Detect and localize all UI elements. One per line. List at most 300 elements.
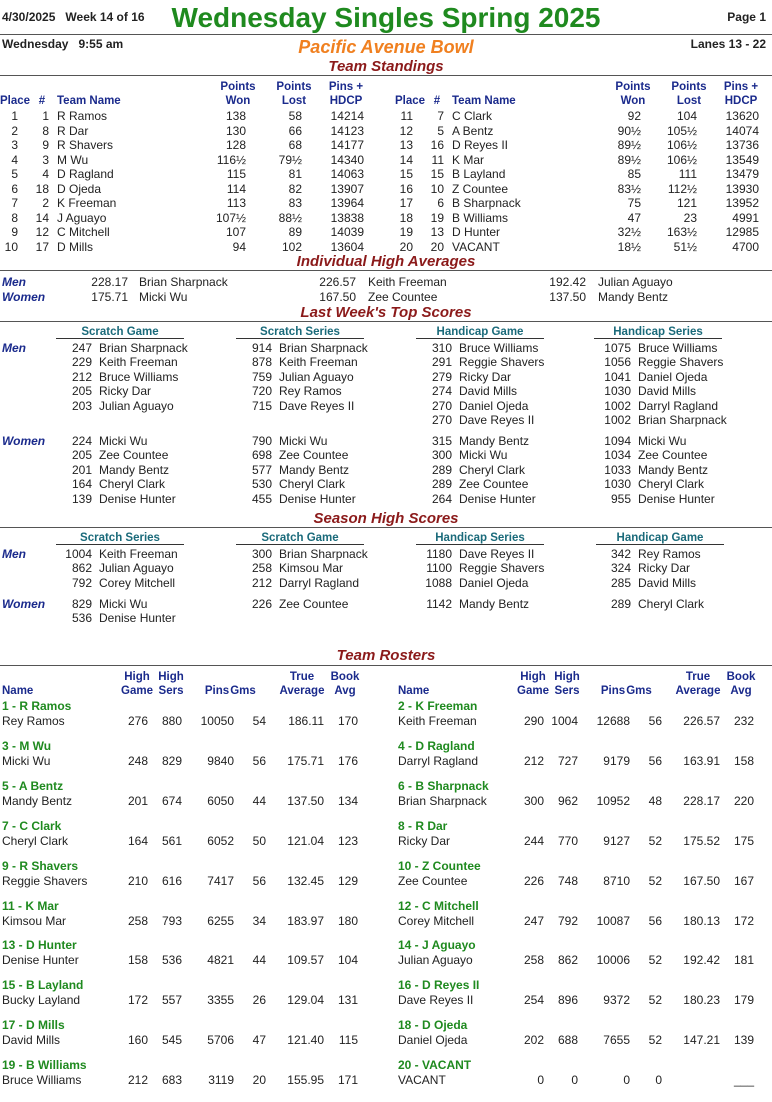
header-true-average-1: True	[289, 671, 315, 683]
score-value: 530	[251, 477, 272, 492]
player-name: Bruce Williams	[2, 1073, 82, 1088]
bowler-name: Denise Hunter	[99, 491, 176, 506]
average-value: 137.50	[549, 290, 586, 304]
team-name: Z Countee	[452, 181, 509, 196]
score-value: 1094	[604, 434, 631, 448]
team-name: C Mitchell	[57, 225, 110, 239]
player-name: Mandy Bentz	[2, 793, 73, 808]
page-number: Page 1	[727, 10, 766, 24]
book-average: 139	[733, 1033, 754, 1048]
player-name: David Mills	[2, 1033, 61, 1048]
bowler-name: Ricky Dar	[638, 561, 691, 576]
games: 56	[648, 714, 662, 728]
pins-hdcp: 13620	[725, 109, 759, 123]
score-value: 1002	[604, 398, 631, 413]
team-number: 7	[437, 109, 444, 123]
averages-title: Individual High Averages	[296, 253, 476, 270]
score-value: 310	[431, 341, 452, 355]
score-value: 279	[431, 369, 452, 384]
averages-divider	[0, 270, 772, 271]
roster-player-row	[396, 794, 766, 808]
total-pins: 8710	[603, 873, 630, 888]
pins-hdcp: 12985	[725, 225, 759, 239]
player-name: Rey Ramos	[2, 714, 65, 728]
roster-player-row	[396, 953, 766, 967]
place: 8	[11, 210, 18, 225]
total-pins: 7655	[603, 1033, 630, 1048]
score-value: 715	[251, 398, 272, 413]
score-value: 212	[71, 369, 92, 384]
team-number: 15	[430, 167, 444, 181]
header-points-won-1: Points	[220, 81, 256, 93]
player-name: VACANT	[398, 1073, 446, 1088]
team-number: 19	[430, 210, 444, 225]
team-name: VACANT	[452, 239, 500, 254]
games: 26	[252, 993, 266, 1008]
score-value: 289	[431, 477, 452, 492]
pins-hdcp: 14123	[330, 123, 364, 138]
pins-hdcp: 13604	[330, 239, 364, 254]
bowler-name: Brian Sharpnack	[638, 413, 727, 427]
standings-row	[395, 196, 770, 210]
last-week-women-label: Women	[2, 434, 46, 448]
book-average: ___	[733, 1073, 754, 1088]
book-average: 115	[338, 1033, 358, 1048]
score-value: 289	[431, 462, 452, 477]
games: 52	[648, 1033, 662, 1048]
high-series: 683	[161, 1073, 182, 1088]
player-name: Reggie Shavers	[2, 873, 88, 888]
team-name: M Wu	[57, 152, 89, 167]
points-won: 115	[226, 167, 246, 181]
bowler-name: Mandy Bentz	[279, 462, 350, 477]
season-men-label: Men	[2, 547, 26, 561]
score-value: 203	[71, 398, 92, 413]
points-won: 47	[627, 210, 641, 225]
points-lost: 111	[678, 167, 697, 181]
score-value: 315	[431, 434, 452, 448]
report-week: Week 14 of 16	[65, 10, 145, 24]
score-value: 270	[431, 413, 452, 427]
roster-team-name: 6 - B Sharpnack	[398, 778, 489, 793]
total-pins: 6052	[207, 833, 234, 848]
bowler-name: Cheryl Clark	[459, 462, 526, 477]
bowler-name: Cheryl Clark	[99, 477, 166, 492]
bowler-name: Denise Hunter	[638, 491, 715, 506]
team-number: 18	[35, 181, 49, 196]
points-lost: 58	[288, 109, 302, 123]
standings-row	[0, 240, 375, 254]
book-average: 129	[337, 873, 358, 888]
true-average: 175.52	[683, 833, 720, 848]
score-value: 270	[431, 398, 452, 413]
points-won: 116½	[216, 152, 246, 167]
true-average: 175.71	[287, 753, 324, 768]
points-won: 94	[232, 239, 246, 254]
team-name: K Freeman	[57, 196, 117, 210]
bowler-name: David Mills	[459, 384, 518, 399]
games: 52	[648, 873, 662, 888]
player-name: Corey Mitchell	[398, 913, 475, 928]
header-name: Name	[2, 685, 34, 697]
high-game: 172	[127, 993, 148, 1008]
points-lost: 89	[288, 225, 302, 239]
score-value: 790	[251, 434, 272, 448]
bowler-name: Mandy Bentz	[459, 434, 530, 448]
high-game: 248	[127, 753, 148, 768]
rosters-title: Team Rosters	[336, 647, 436, 664]
pins-hdcp: 14214	[330, 109, 364, 123]
true-average: 121.04	[287, 833, 324, 848]
roster-team-name: 13 - D Hunter	[2, 938, 77, 953]
roster-team-name: 18 - D Ojeda	[398, 1018, 468, 1033]
true-average: 163.91	[683, 753, 720, 768]
true-average: 180.13	[683, 913, 720, 928]
player-name: Zee Countee	[398, 873, 468, 888]
games: 20	[252, 1073, 266, 1088]
roster-player-row	[396, 1033, 766, 1047]
score-value: 342	[610, 547, 631, 561]
games: 54	[252, 714, 266, 728]
bowler-name: Julian Aguayo	[279, 369, 354, 384]
pins-hdcp: 14340	[330, 152, 364, 167]
roster-player-row	[396, 874, 766, 888]
bowler-name: Cheryl Clark	[638, 597, 705, 611]
bowler-name: Zee Countee	[459, 477, 529, 492]
score-value: 324	[610, 561, 631, 576]
pins-hdcp: 13907	[330, 181, 364, 196]
header-number: #	[38, 95, 46, 107]
bowler-name: Micki Wu	[279, 434, 328, 448]
roster-team-name: 4 - D Ragland	[398, 738, 475, 753]
player-name: Denise Hunter	[2, 953, 79, 968]
season-women-label: Women	[2, 597, 46, 611]
player-name: Cheryl Clark	[2, 833, 69, 848]
header-number: #	[433, 95, 441, 107]
bowler-name: Rey Ramos	[638, 547, 701, 561]
score-category-header: Scratch Series	[236, 326, 364, 339]
points-won: 89½	[617, 138, 641, 152]
total-pins: 9372	[603, 993, 630, 1008]
bowler-name: Zee Countee	[638, 448, 708, 463]
rosters-divider	[0, 665, 772, 666]
team-name: D Ragland	[57, 167, 114, 181]
points-won: 89½	[617, 152, 641, 167]
header-team-name: Team Name	[57, 95, 121, 107]
bowler-name: Reggie Shavers	[638, 355, 724, 370]
header-points-lost-2: Lost	[281, 95, 307, 107]
bowler-name: Ricky Dar	[99, 384, 152, 399]
book-average: 158	[733, 753, 754, 768]
score-value: 258	[251, 561, 272, 576]
standings-row	[0, 109, 375, 123]
games: 47	[252, 1033, 266, 1048]
pins-hdcp: 14074	[725, 123, 759, 138]
high-series: 862	[557, 953, 578, 968]
player-name: Dave Reyes II	[398, 993, 474, 1008]
pins-hdcp: 13736	[725, 138, 759, 152]
book-average: 123	[337, 833, 358, 848]
place: 13	[399, 138, 413, 152]
lanes: Lanes 13 - 22	[690, 37, 766, 51]
bowler-name: Daniel Ojeda	[459, 575, 529, 590]
place: 17	[399, 196, 413, 210]
place: 14	[399, 152, 413, 167]
roster-team-name: 3 - M Wu	[2, 738, 52, 753]
standings-row	[395, 225, 770, 239]
points-lost: 121	[676, 196, 697, 210]
high-game: 254	[523, 993, 544, 1008]
standings-row	[0, 153, 375, 167]
points-lost: 105½	[666, 123, 697, 138]
standings-row	[395, 167, 770, 181]
pins-hdcp: 13479	[725, 167, 759, 181]
bowler-name: Bruce Williams	[99, 369, 179, 384]
place: 15	[399, 167, 413, 181]
high-game: 158	[127, 953, 148, 968]
true-average: 180.23	[683, 993, 720, 1008]
header-high-game-2: Game	[121, 685, 153, 697]
place: 4	[11, 152, 18, 167]
true-average: 186.11	[288, 714, 324, 728]
team-name: D Ojeda	[57, 181, 102, 196]
score-value: 205	[71, 384, 92, 399]
roster-team-name: 1 - R Ramos	[2, 699, 72, 713]
games: 50	[252, 833, 266, 848]
score-value: 164	[71, 477, 92, 492]
header-place: Place	[0, 95, 31, 107]
score-value: 1030	[604, 477, 631, 492]
score-value: 862	[71, 561, 92, 576]
high-series: 688	[557, 1033, 578, 1048]
team-number: 9	[42, 138, 49, 152]
score-value: 536	[71, 611, 92, 626]
total-pins: 9179	[603, 753, 630, 768]
score-value: 264	[431, 491, 452, 506]
games: 56	[252, 753, 266, 768]
header-points-lost-1: Points	[671, 81, 707, 93]
average-value: 228.17	[91, 275, 128, 289]
team-name: R Dar	[57, 123, 89, 138]
bowler-name: Bruce Williams	[459, 341, 539, 355]
points-lost: 66	[288, 123, 302, 138]
pins-hdcp: 13930	[725, 181, 759, 196]
book-average: 131	[337, 993, 358, 1008]
true-average: 121.40	[287, 1033, 324, 1048]
points-won: 75	[627, 196, 641, 210]
standings-row	[395, 109, 770, 123]
score-value: 1033	[604, 462, 631, 477]
score-value: 829	[71, 597, 92, 611]
score-value: 792	[71, 575, 92, 590]
games: 34	[252, 913, 266, 928]
pins-hdcp: 13952	[725, 196, 759, 210]
header-points-lost-1: Points	[276, 81, 312, 93]
total-pins: 5706	[207, 1033, 234, 1048]
high-game: 258	[127, 913, 148, 928]
place: 5	[11, 167, 18, 181]
header-high-sers-2: Sers	[554, 685, 580, 697]
roster-player-row	[396, 834, 766, 848]
header-book-avg-1: Book	[330, 671, 360, 683]
bowler-name: Keith Freeman	[279, 355, 358, 370]
score-value: 955	[610, 491, 631, 506]
high-series: 557	[161, 993, 182, 1008]
team-number: 4	[42, 167, 49, 181]
bowler-name: Keith Freeman	[368, 275, 447, 289]
book-average: 176	[337, 753, 358, 768]
total-pins: 3355	[207, 993, 234, 1008]
player-name: Micki Wu	[2, 753, 51, 768]
true-average: 192.42	[683, 953, 720, 968]
header-high-sers-2: Sers	[158, 685, 184, 697]
standings-row	[395, 124, 770, 138]
points-lost: 106½	[666, 138, 697, 152]
team-number: 3	[42, 152, 49, 167]
bowler-name: Dave Reyes II	[459, 547, 535, 561]
place: 11	[400, 109, 413, 123]
bowler-name: Denise Hunter	[459, 491, 536, 506]
points-lost: 23	[683, 210, 697, 225]
header-true-average-2: Average	[675, 685, 721, 697]
roster-team-name: 2 - K Freeman	[398, 699, 478, 713]
points-won: 113	[226, 196, 246, 210]
bowler-name: Keith Freeman	[99, 547, 178, 561]
high-series: 962	[557, 793, 578, 808]
true-average: 137.50	[287, 793, 324, 808]
roster-player-row	[396, 914, 766, 928]
header-points-won-2: Won	[620, 95, 646, 107]
bowler-name: Rey Ramos	[279, 384, 342, 399]
points-lost: 88½	[278, 210, 302, 225]
team-number: 20	[430, 239, 444, 254]
pins-hdcp: 14063	[330, 167, 364, 181]
average-value: 175.71	[91, 290, 128, 304]
player-name: Brian Sharpnack	[398, 793, 487, 808]
bowler-name: Denise Hunter	[279, 491, 356, 506]
total-pins: 9127	[603, 833, 630, 848]
score-category-header: Handicap Game	[596, 532, 724, 545]
score-value: 1030	[604, 384, 631, 399]
bowler-name: Dave Reyes II	[279, 398, 355, 413]
high-game: 244	[523, 833, 544, 848]
high-series: 748	[557, 873, 578, 888]
player-name: Bucky Layland	[2, 993, 81, 1008]
high-game: 164	[127, 833, 148, 848]
bowler-name: Keith Freeman	[99, 355, 178, 370]
team-number: 10	[430, 181, 444, 196]
roster-team-name: 14 - J Aguayo	[398, 938, 476, 953]
bowler-name: Reggie Shavers	[459, 561, 545, 576]
high-game: 202	[523, 1033, 544, 1048]
high-series: 545	[161, 1033, 182, 1048]
bowler-name: Micki Wu	[139, 290, 188, 304]
bowler-name: Brian Sharpnack	[279, 547, 368, 561]
roster-team-name: 19 - B Williams	[2, 1058, 87, 1073]
high-game: 212	[523, 753, 544, 768]
standings-row	[0, 138, 375, 152]
points-lost: 106½	[666, 152, 697, 167]
roster-player-row	[396, 714, 766, 728]
high-series: 536	[161, 953, 182, 968]
high-series: 770	[557, 833, 578, 848]
points-won: 32½	[617, 225, 641, 239]
games: 44	[252, 793, 266, 808]
score-value: 201	[71, 462, 92, 477]
header-pins: Pins	[600, 685, 626, 697]
team-name: B Sharpnack	[452, 196, 521, 210]
games: 52	[648, 953, 662, 968]
standings-divider	[0, 75, 772, 76]
team-number: 17	[35, 239, 49, 254]
day-time: Wednesday 9:55 am	[2, 37, 124, 51]
score-value: 1142	[426, 597, 452, 611]
roster-team-name: 5 - A Bentz	[2, 778, 64, 793]
place: 7	[11, 196, 18, 210]
bowler-name: Darryl Ragland	[279, 575, 360, 590]
bowler-name: Julian Aguayo	[598, 275, 673, 289]
book-average: 170	[337, 714, 358, 728]
team-number: 12	[35, 225, 49, 239]
points-won: 128	[225, 138, 246, 152]
points-lost: 104	[676, 109, 697, 123]
team-name: D Hunter	[452, 225, 501, 239]
header-points-won-1: Points	[615, 81, 651, 93]
high-series: 674	[161, 793, 182, 808]
place: 16	[399, 181, 413, 196]
points-won: 92	[627, 109, 641, 123]
points-won: 107	[225, 225, 246, 239]
player-name: Kimsou Mar	[2, 913, 67, 928]
high-series: 793	[161, 913, 182, 928]
roster-player-row	[0, 794, 370, 808]
header-games: Gms	[626, 685, 652, 697]
header-high-game-2: Game	[517, 685, 549, 697]
header-pins: Pins	[204, 685, 230, 697]
total-pins: 10087	[596, 913, 630, 928]
true-average: 228.17	[683, 793, 720, 808]
bowler-name: Micki Wu	[459, 448, 508, 463]
standings-row	[0, 182, 375, 196]
points-lost: 81	[288, 167, 302, 181]
bowler-name: Zee Countee	[279, 448, 349, 463]
score-value: 1180	[426, 547, 452, 561]
score-category-header: Handicap Series	[594, 326, 722, 339]
bowler-name: Denise Hunter	[99, 611, 176, 626]
roster-player-row	[396, 993, 766, 1007]
roster-team-name: 16 - D Reyes II	[398, 978, 480, 993]
standings-row	[0, 167, 375, 181]
bowler-name: Brian Sharpnack	[279, 341, 368, 355]
book-average: 232	[733, 714, 754, 728]
bowler-name: Reggie Shavers	[459, 355, 545, 370]
score-value: 1075	[604, 341, 631, 355]
book-average: 171	[337, 1073, 358, 1088]
bowler-name: Zee Countee	[99, 448, 169, 463]
place: 1	[11, 109, 18, 123]
header-name: Name	[398, 685, 430, 697]
score-value: 577	[251, 462, 272, 477]
place: 12	[399, 123, 413, 138]
high-game: 210	[127, 873, 148, 888]
pins-hdcp: 14177	[330, 138, 364, 152]
points-lost: 82	[288, 181, 302, 196]
roster-team-name: 20 - VACANT	[398, 1058, 472, 1073]
team-name: B Williams	[452, 210, 508, 225]
high-game: 276	[127, 714, 148, 728]
standings-row	[0, 211, 375, 225]
roster-team-name: 15 - B Layland	[2, 978, 84, 993]
